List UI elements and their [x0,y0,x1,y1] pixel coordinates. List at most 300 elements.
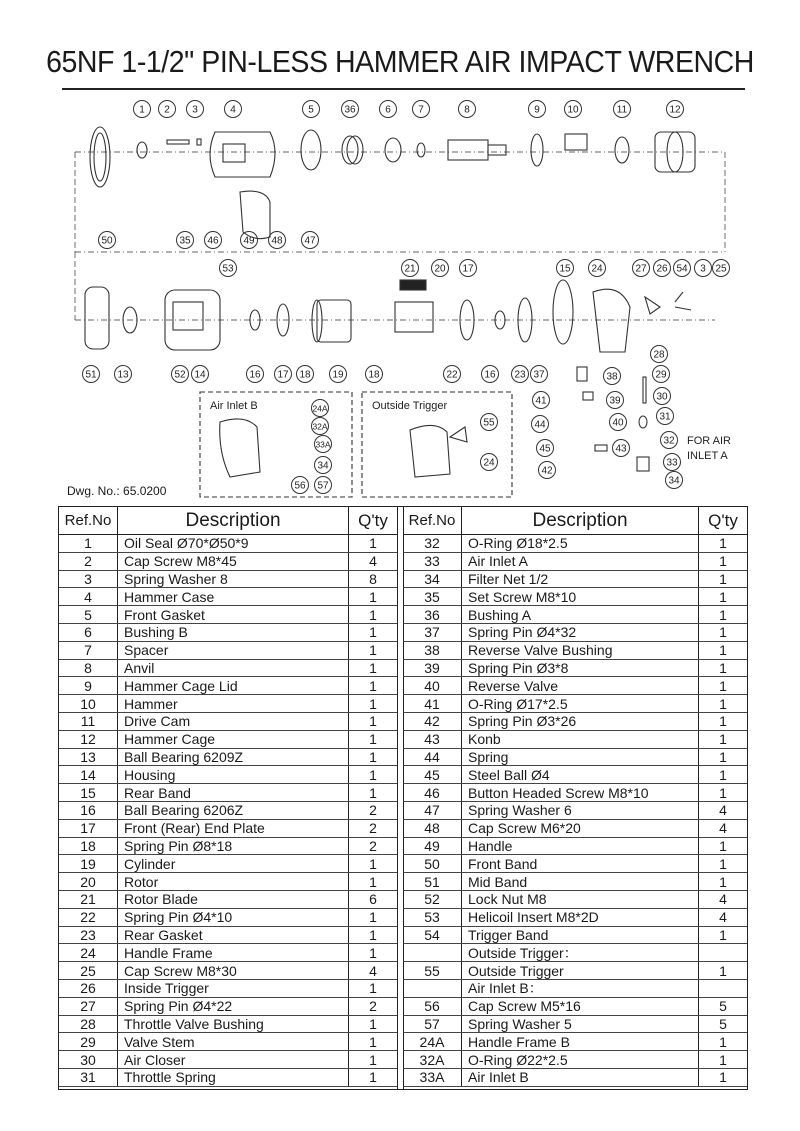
ref-cell: 36 [403,606,462,624]
callout-label: 23 [514,369,526,381]
description-cell: Housing [118,766,349,784]
callout-label: 24 [483,457,495,469]
qty-cell: 1 [699,623,748,641]
callout-label: 27 [635,263,647,275]
callout-label: 39 [609,395,621,407]
qty-cell: 1 [349,1015,398,1033]
ref-cell: 21 [59,890,118,908]
table-row [403,1033,747,1051]
callout-label: 41 [535,395,547,407]
description-cell: Hammer [118,695,349,713]
ref-cell: 30 [59,1051,118,1069]
qty-cell: 1 [349,873,398,891]
callout-label: 1 [139,104,145,116]
table-row [403,908,747,926]
description-cell: Handle [462,837,699,855]
qty-cell: 1 [349,1068,398,1086]
qty-cell: 2 [349,837,398,855]
table-row [403,997,747,1015]
header-qty: Q'ty [349,507,398,535]
callout-label: 47 [304,235,316,247]
callout-label: 49 [243,235,255,247]
table-row [59,1068,397,1086]
qty-cell: 1 [699,677,748,695]
qty-cell: 1 [699,695,748,713]
description-cell: Cap Screw M8*30 [118,962,349,980]
qty-cell: 1 [349,944,398,962]
table-row [59,837,397,855]
callout-label: 3 [700,263,706,275]
table-row [59,873,397,891]
table-row [403,677,747,695]
ref-cell: 13 [59,748,118,766]
ref-cell: 25 [59,962,118,980]
qty-cell: 1 [349,712,398,730]
table-row [403,766,747,784]
qty-cell: 1 [349,535,398,553]
description-cell: Front Gasket [118,606,349,624]
callout-label: 52 [174,369,186,381]
table-row [403,606,747,624]
ref-cell: 35 [403,588,462,606]
description-cell: Handle Frame B [462,1033,699,1051]
qty-cell: 8 [349,570,398,588]
table-row [59,801,397,819]
ref-cell: 32A [403,1051,462,1069]
callout-label: 19 [332,369,344,381]
callout-label: 18 [299,369,311,381]
table-row [59,552,397,570]
callout-label: 50 [101,235,113,247]
table-row [59,908,397,926]
ref-cell: 40 [403,677,462,695]
description-cell: Cap Screw M6*20 [462,819,699,837]
callout-label: 15 [559,263,571,275]
ref-cell: 4 [59,588,118,606]
ref-cell: 8 [59,659,118,677]
description-cell: Konb [462,730,699,748]
ref-cell: 44 [403,748,462,766]
description-cell: Steel Ball Ø4 [462,766,699,784]
description-cell: Hammer Cage [118,730,349,748]
header-ref: Ref.No [59,507,118,535]
callout-label: 44 [534,419,546,431]
inset-air-inlet-title: Air Inlet B [210,400,258,412]
table-row [403,837,747,855]
table-row [403,588,747,606]
description-cell: Air Inlet A [462,552,699,570]
ref-cell: 19 [59,855,118,873]
ref-cell: 32 [403,535,462,553]
qty-cell: 5 [699,1015,748,1033]
callout-label: 45 [539,443,551,455]
qty-cell: 1 [349,659,398,677]
table-row [403,801,747,819]
qty-cell: 1 [349,1033,398,1051]
description-cell: Reverse Valve Bushing [462,641,699,659]
table-row [403,641,747,659]
table-row [403,1015,747,1033]
callout-label: 14 [194,369,206,381]
callout-label: 9 [534,104,540,116]
qty-cell: 1 [699,659,748,677]
ref-cell: 1 [59,535,118,553]
callout-label: 48 [271,235,283,247]
qty-cell: 1 [349,730,398,748]
callout-label: 11 [616,104,628,116]
parts-list [58,506,748,1090]
qty-cell: 4 [699,819,748,837]
callout-label: 7 [418,104,424,116]
ref-cell: 27 [59,997,118,1015]
ref-cell: 31 [59,1068,118,1086]
qty-cell: 2 [349,819,398,837]
qty-cell: 1 [349,748,398,766]
callout-label: 5 [308,104,314,116]
callout-label: 37 [533,369,545,381]
description-cell: Rear Gasket [118,926,349,944]
ref-cell: 34 [403,570,462,588]
qty-cell: 1 [349,766,398,784]
ref-cell: 16 [59,801,118,819]
ref-cell: 51 [403,873,462,891]
callout-label: 26 [656,263,668,275]
table-row [403,784,747,802]
title-underline [62,88,745,90]
callout-label: 36 [344,104,356,116]
description-cell: Throttle Spring [118,1068,349,1086]
description-cell: Throttle Valve Bushing [118,1015,349,1033]
ref-cell: 29 [59,1033,118,1051]
table-row [59,623,397,641]
table-row [403,873,747,891]
callout-label: 16 [484,369,496,381]
qty-cell: 1 [699,784,748,802]
qty-cell: 1 [699,766,748,784]
description-cell: Bushing B [118,623,349,641]
description-cell: Spring Pin Ø4*32 [462,623,699,641]
description-cell: Set Screw M8*10 [462,588,699,606]
description-cell: Outside Trigger： [462,944,699,962]
table-row [59,1051,397,1069]
table-row [59,766,397,784]
ref-cell: 7 [59,641,118,659]
table-row [403,623,747,641]
callout-label: 24A [312,403,328,414]
callout-label: 32A [312,421,328,432]
table-row [59,677,397,695]
description-cell: Spacer [118,641,349,659]
description-cell: Spring Washer 6 [462,801,699,819]
table-row [403,659,747,677]
description-cell: O-Ring Ø22*2.5 [462,1051,699,1069]
callout-label: 13 [117,369,129,381]
description-cell: Air Closer [118,1051,349,1069]
description-cell: O-Ring Ø17*2.5 [462,695,699,713]
description-cell: Cap Screw M8*45 [118,552,349,570]
callout-label: 12 [669,104,681,116]
qty-cell: 4 [699,908,748,926]
qty-cell: 1 [699,1033,748,1051]
callout-label: 34 [668,475,680,487]
qty-cell: 1 [699,926,748,944]
callout-label: 24 [591,263,603,275]
table-row [403,944,747,962]
callout-label: 38 [606,371,618,383]
ref-cell: 42 [403,712,462,730]
table-row [59,855,397,873]
callout-label: 56 [294,480,306,492]
description-cell: Trigger Band [462,926,699,944]
callout-label: 18 [368,369,380,381]
table-row [59,659,397,677]
callout-label: 21 [404,263,416,275]
description-cell: Mid Band [462,873,699,891]
qty-cell: 1 [699,606,748,624]
qty-cell: 1 [699,570,748,588]
qty-cell: 1 [349,606,398,624]
table-row [403,1051,747,1069]
description-cell: Spring Pin Ø4*10 [118,908,349,926]
description-cell: Ball Bearing 6209Z [118,748,349,766]
qty-cell [699,944,748,962]
qty-cell: 1 [349,641,398,659]
description-cell: Helicoil Insert M8*2D [462,908,699,926]
description-cell: Lock Nut M8 [462,890,699,908]
ref-cell: 55 [403,962,462,980]
ref-cell: 39 [403,659,462,677]
qty-cell: 1 [349,908,398,926]
note-for-air: FOR AIR [687,435,732,447]
ref-cell: 48 [403,819,462,837]
inset-trigger-title: Outside Trigger [372,400,448,412]
table-row [403,695,747,713]
description-cell: Inside Trigger [118,979,349,997]
description-cell: Spring Pin Ø4*22 [118,997,349,1015]
page-title: 65NF 1-1/2" PIN-LESS HAMMER AIR IMPACT WRENCH [46,44,754,79]
table-row [59,944,397,962]
ref-cell: 5 [59,606,118,624]
description-cell: Front (Rear) End Plate [118,819,349,837]
table-row [403,570,747,588]
callout-label: 33 [666,457,678,469]
callout-label: 17 [462,263,474,275]
description-cell: Drive Cam [118,712,349,730]
qty-cell: 1 [699,1068,748,1086]
qty-cell: 4 [699,801,748,819]
table-row [59,979,397,997]
table-row [403,890,747,908]
table-row [403,979,747,997]
table-row [59,784,397,802]
qty-cell: 1 [699,730,748,748]
table-row [403,730,747,748]
callout-label: 10 [567,104,579,116]
qty-cell: 1 [349,979,398,997]
exploded-view-diagram [55,92,745,502]
qty-cell: 1 [699,712,748,730]
description-cell: Hammer Cage Lid [118,677,349,695]
ref-cell: 53 [403,908,462,926]
description-cell: Reverse Valve [462,677,699,695]
qty-cell: 5 [699,997,748,1015]
table-row [59,997,397,1015]
table-row [403,962,747,980]
table-row [59,962,397,980]
qty-cell: 1 [699,837,748,855]
qty-cell: 4 [349,962,398,980]
ref-cell: 12 [59,730,118,748]
qty-cell: 1 [699,873,748,891]
table-row [59,1015,397,1033]
description-cell: Cap Screw M5*16 [462,997,699,1015]
callout-label: 16 [249,369,261,381]
ref-cell: 3 [59,570,118,588]
table-row [59,748,397,766]
qty-cell: 4 [349,552,398,570]
ref-cell: 28 [59,1015,118,1033]
ref-cell: 6 [59,623,118,641]
ref-cell: 10 [59,695,118,713]
ref-cell: 33A [403,1068,462,1086]
table-row [59,819,397,837]
description-cell: Rear Band [118,784,349,802]
parts-table-right [403,507,747,1087]
ref-cell: 41 [403,695,462,713]
ref-cell: 15 [59,784,118,802]
ref-cell: 17 [59,819,118,837]
callout-label: 17 [277,369,289,381]
description-cell: Rotor Blade [118,890,349,908]
parts-table-left [59,507,397,1087]
description-cell: Spring Pin Ø3*26 [462,712,699,730]
qty-cell: 1 [699,641,748,659]
callout-label: 32 [663,435,675,447]
qty-cell: 1 [699,962,748,980]
ref-cell: 56 [403,997,462,1015]
description-cell: Bushing A [462,606,699,624]
qty-cell: 1 [349,695,398,713]
table-row [59,641,397,659]
table-row [403,819,747,837]
table-row [403,712,747,730]
table-row [403,855,747,873]
qty-cell: 4 [699,890,748,908]
ref-cell: 57 [403,1015,462,1033]
description-cell: Button Headed Screw M8*10 [462,784,699,802]
callout-label: 22 [446,369,458,381]
qty-cell: 1 [349,588,398,606]
qty-cell: 2 [349,801,398,819]
callout-label: 51 [85,369,97,381]
description-cell: Handle Frame [118,944,349,962]
table-row [59,730,397,748]
callout-label: 33A [315,439,331,450]
ref-cell: 50 [403,855,462,873]
qty-cell: 1 [349,677,398,695]
ref-cell: 49 [403,837,462,855]
callout-label: 35 [179,235,191,247]
callout-label: 31 [659,411,671,423]
description-cell: Spring Pin Ø8*18 [118,837,349,855]
description-cell: Rotor [118,873,349,891]
ref-cell: 2 [59,552,118,570]
ref-cell: 52 [403,890,462,908]
callout-label: 25 [715,263,727,275]
qty-cell [699,979,748,997]
callout-label: 30 [656,391,668,403]
description-cell: Spring [462,748,699,766]
ref-cell: 18 [59,837,118,855]
ref-cell: 47 [403,801,462,819]
header-description: Description [118,507,349,535]
callout-label: 53 [222,263,234,275]
table-row [59,712,397,730]
ref-cell: 33 [403,552,462,570]
description-cell: Anvil [118,659,349,677]
callout-label: 2 [164,104,170,116]
ref-cell: 38 [403,641,462,659]
qty-cell: 1 [349,784,398,802]
description-cell: Spring Pin Ø3*8 [462,659,699,677]
qty-cell: 2 [349,997,398,1015]
table-row [59,606,397,624]
ref-cell [403,979,462,997]
drawing-number: Dwg. No.: 65.0200 [67,484,167,498]
ref-cell: 45 [403,766,462,784]
ref-cell: 23 [59,926,118,944]
table-row [403,748,747,766]
header-ref: Ref.No [403,507,462,535]
note-inlet-a: INLET A [687,450,728,462]
callout-label: 57 [317,480,329,492]
ref-cell: 20 [59,873,118,891]
table-row [59,890,397,908]
callout-label: 28 [653,349,665,361]
table-row [59,588,397,606]
callout-label: 3 [192,104,198,116]
ref-cell: 46 [403,784,462,802]
table-row [403,1068,747,1086]
description-cell: Front Band [462,855,699,873]
qty-cell: 1 [349,1051,398,1069]
callout-label: 42 [541,465,553,477]
ref-cell: 54 [403,926,462,944]
callout-label: 4 [230,104,236,116]
callout-label: 40 [612,417,624,429]
qty-cell: 1 [699,748,748,766]
header-qty: Q'ty [699,507,748,535]
table-row [59,535,397,553]
table-row [403,552,747,570]
description-cell: Filter Net 1/2 [462,570,699,588]
table-row [59,1033,397,1051]
callout-label: 55 [483,417,495,429]
table-row [403,535,747,553]
description-cell: Valve Stem [118,1033,349,1051]
callout-label: 43 [615,443,627,455]
ref-cell: 11 [59,712,118,730]
qty-cell: 1 [699,535,748,553]
callout-label: 29 [655,369,667,381]
qty-cell: 1 [349,623,398,641]
description-cell: Air Inlet B： [462,979,699,997]
description-cell: Outside Trigger [462,962,699,980]
ref-cell: 22 [59,908,118,926]
ref-cell: 26 [59,979,118,997]
qty-cell: 6 [349,890,398,908]
qty-cell: 1 [349,926,398,944]
